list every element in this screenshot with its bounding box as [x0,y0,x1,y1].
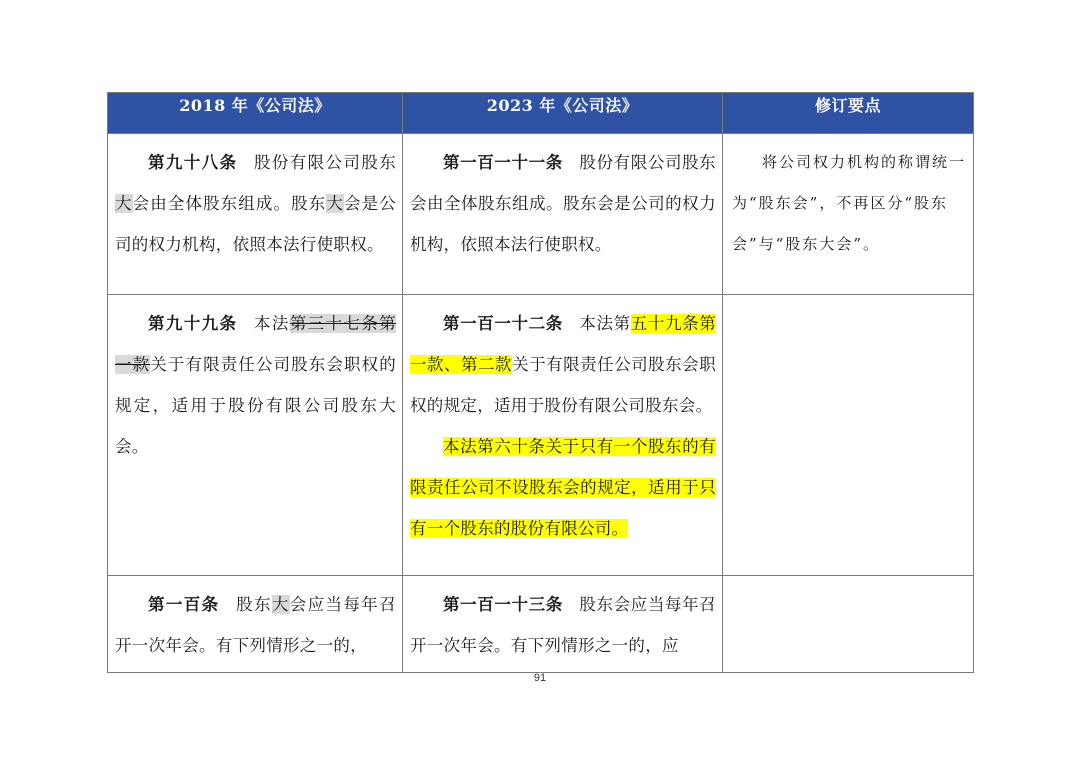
article-text: 会由全体股东组成。股东 [132,194,327,213]
header-revision-points: 修订要点 [723,93,974,134]
article-text: 股份有限公司股东 [253,153,397,172]
article-text: 会应当每年召开一次年会。有下列情形之一的， [115,595,396,655]
highlighted-change: 本法第六十条关于只有一个股东的有限责任公司不设股东会的规定，适用于只有一个股东的股份有限公司。 [410,437,716,538]
deleted-text: 大 [326,194,344,213]
article-text: 本法第 [579,314,631,333]
table-row [108,576,974,673]
deleted-text: 大 [271,595,290,614]
deleted-text: 第三十七条第一款 [115,314,396,374]
article-text: 会是公司的权力机构，依照本法行使职权。 [115,194,396,254]
header-2018-law: 2018 年《公司法》 [108,93,403,134]
article-number: 第九十八条 [148,153,238,172]
table-row [108,295,974,576]
article-number: 第一百一十三条 [443,595,563,614]
deleted-text: 大 [115,194,133,213]
article-text: 股东 [236,595,272,614]
revision-note-cell [723,576,974,673]
article-text: 关于有限责任公司股东会职权的规定，适用于股份有限公司股东大会。 [115,355,396,456]
article-text: 关于有限责任公司股东会职权的规定，适用于股份有限公司股东会。 [410,355,716,415]
article-number: 第一百一十二条 [443,314,563,333]
article-text: 股份有限公司股东会由全体股东组成。股东会是公司的权力机构，依照本法行使职权。 [410,153,716,254]
new-law-cell [403,134,723,295]
law-comparison-table [107,92,974,673]
page-number: 91 [533,672,547,684]
header-2023-law: 2023 年《公司法》 [403,93,723,134]
revision-note-cell [723,295,974,576]
article-text: 本法 [253,314,290,333]
revision-note-cell [723,134,974,295]
new-law-cell [403,576,723,673]
new-law-cell [403,295,723,576]
article-text: 股东会应当每年召开一次年会。有下列情形之一的，应 [410,595,716,655]
article-number: 第一百条 [148,595,220,614]
revision-note: 将公司权力机构的称谓统一为“股东会”，不再区分“股东会”与“股东大会”。 [732,153,967,253]
article-number: 第一百一十一条 [443,153,563,172]
old-law-cell [108,134,403,295]
table-header-row [108,93,974,134]
old-law-cell [108,295,403,576]
old-law-cell [108,576,403,673]
table-row [108,134,974,295]
highlighted-change: 五十九条第一款、第二款 [410,314,716,374]
article-number: 第九十九条 [148,314,238,333]
